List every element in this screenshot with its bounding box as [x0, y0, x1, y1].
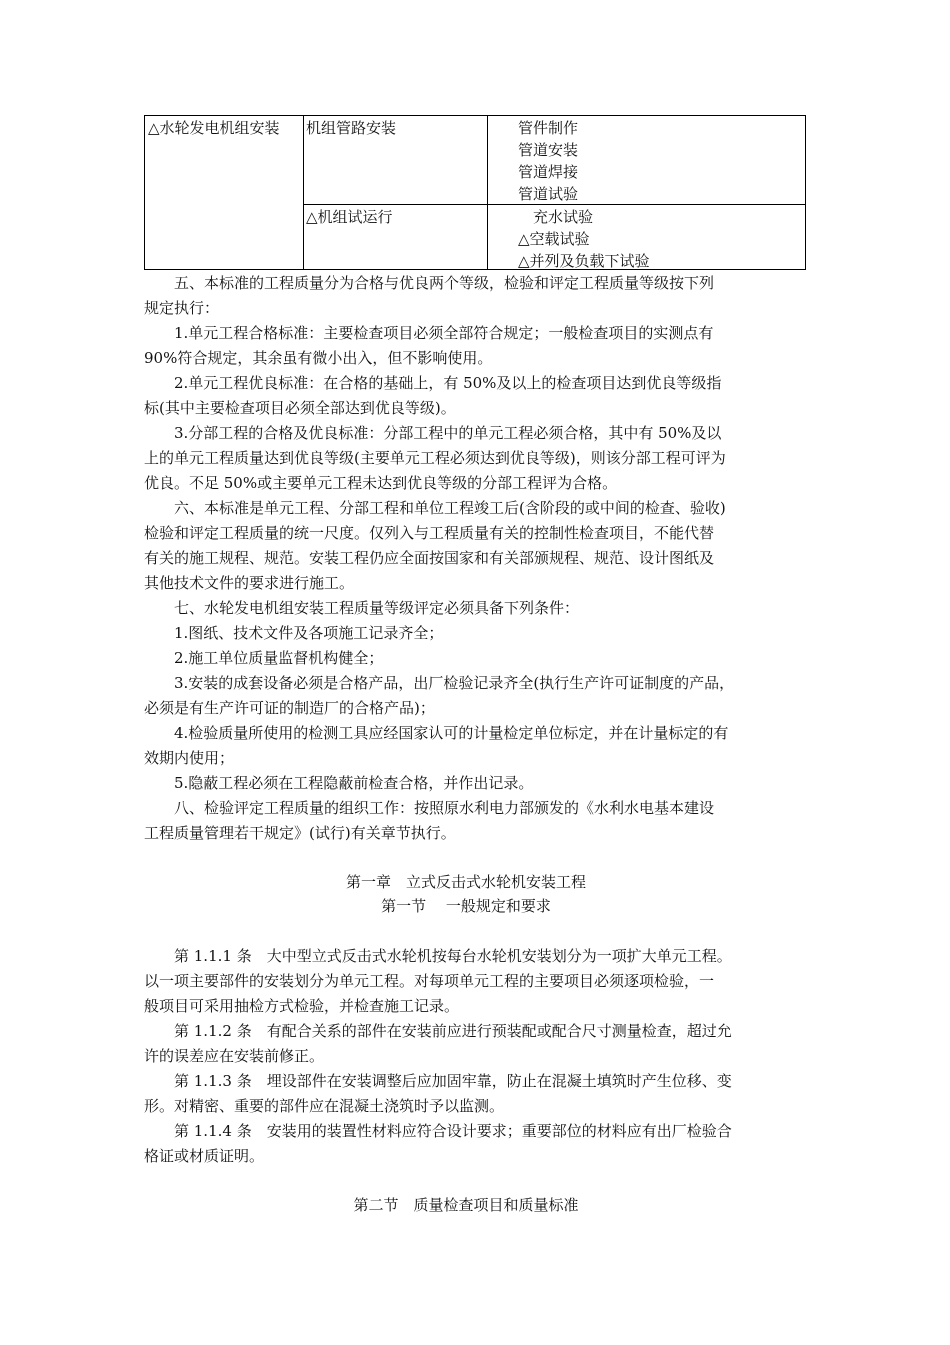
section-title: 第一节 一般规定和要求: [381, 897, 551, 915]
table-item: 充水试验: [533, 208, 594, 226]
paragraph-5-3: 3.分部工程的合格及优良标准：分部工程中的单元工程必须合格，其中有 50%及以 上的单元工程质量达到优良等级(主要单元工程必须达到优良等级)，则该分部工程可评为 优良。不足 50%或主要单元工程未达到优良等级的分部工程评为合格。: [144, 424, 726, 492]
paragraph-7-1: 1.图纸、技术文件及各项施工记录齐全；: [174, 624, 444, 642]
table-cell-items: [518, 206, 650, 272]
paragraph-7: 七、水轮发电机组安装工程质量等级评定必须具备下列条件：: [174, 599, 580, 617]
table-divider: [487, 116, 488, 269]
paragraph-5-2: 2.单元工程优良标准：在合格的基础上，有 50%及以上的检查项目达到优良等级指 标(其中主要检查项目必须全部达到优良等级)。: [144, 374, 722, 417]
table-cell-items: [518, 117, 578, 205]
paragraph-7-4: 4.检验质量所使用的检测工具应经国家认可的计量检定单位标定，并在计量标定的有 效期内使用；: [144, 724, 729, 767]
article-1-1-4: 第 1.1.4 条 安装用的装置性材料应符合设计要求；重要部位的材料应有出厂检验合 格证或材质证明。: [144, 1122, 732, 1165]
paragraph-7-5: 5.隐蔽工程必须在工程隐蔽前检查合格，并作出记录。: [174, 774, 534, 792]
table-item: 管道安装: [518, 141, 579, 159]
article-1-1-2: 第 1.1.2 条 有配合关系的部件在安装前应进行预装配或配合尺寸测量检查，超过允 许的误差应在安装前修正。: [144, 1022, 732, 1065]
article-1-1-1: 第 1.1.1 条 大中型立式反击式水轮机按每台水轮机安装划分为一项扩大单元工程。 以一项主要部件的安装划分为单元工程。对每项单元工程的主要项目必须逐项检验，一 般项目可采用抽检方式检验，并检查施工记录。: [144, 947, 732, 1015]
section-title: 第二节 质量检查项目和质量标准: [353, 1196, 579, 1214]
table-item: 管道试验: [518, 185, 579, 203]
paragraph-5: 五、本标准的工程质量分为合格与优良两个等级，检验和评定工程质量等级按下列 规定执行：: [144, 274, 715, 317]
paragraph-7-3: 3.安装的成套设备必须是合格产品，出厂检验记录齐全(执行生产许可证制度的产品， 必须是有生产许可证的制造厂的合格产品)；: [144, 674, 735, 717]
paragraph-6: 六、本标准是单元工程、分部工程和单位工程竣工后(含阶段的或中间的检查、验收) 检验和评定工程质量的统一尺度。仅列入与工程质量有关的控制性检查项目，不能代替 有关的施工规程、规范。安装工程仍应全面按国家和有关部颁规程、规范、设计图纸及 其他技术文件的要求进行施工。: [144, 499, 726, 592]
table-item: △空载试验: [518, 230, 590, 248]
paragraph-8: 八、检验评定工程质量的组织工作：按照原水利电力部颁发的《水利水电基本建设 工程质量管理若干规定》(试行)有关章节执行。: [144, 799, 715, 842]
table-item: △并列及负载下试验: [518, 252, 650, 270]
table-item: 管件制作: [518, 119, 579, 137]
table-item: 管道焊接: [518, 163, 579, 181]
table-cell-unit: △水轮发电机组安装: [148, 119, 280, 137]
table-cell-part: △机组试运行: [306, 208, 393, 226]
table-divider: [303, 116, 304, 269]
unit-project-table: [144, 115, 806, 270]
table-cell-part: 机组管路安装: [306, 119, 397, 137]
chapter-title: 第一章 立式反击式水轮机安装工程: [345, 873, 586, 891]
article-1-1-3: 第 1.1.3 条 埋设部件在安装调整后应加固牢靠，防止在混凝土填筑时产生位移、变 形。对精密、重要的部件应在混凝土浇筑时予以监测。: [144, 1072, 732, 1115]
paragraph-7-2: 2.施工单位质量监督机构健全；: [174, 649, 384, 667]
paragraph-5-1: 1.单元工程合格标准：主要检查项目必须全部符合规定；一般检查项目的实测点有 90%符合规定，其余虽有微小出入，但不影响使用。: [144, 324, 714, 367]
